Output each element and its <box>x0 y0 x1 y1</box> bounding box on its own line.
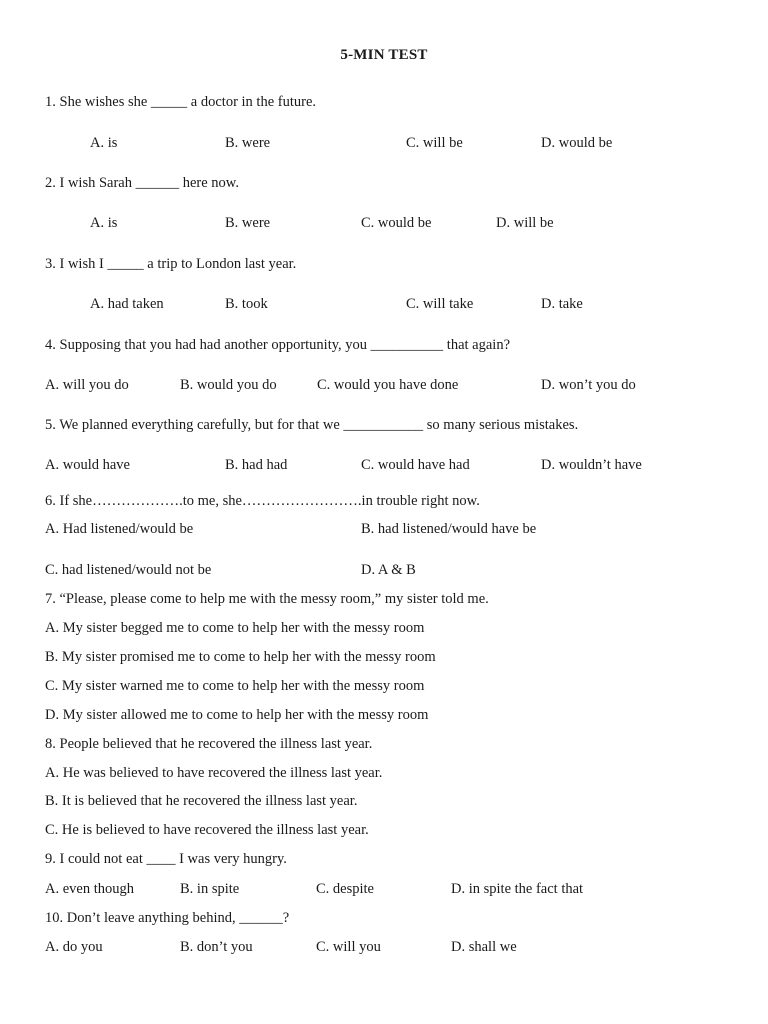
question-1-option-c: C. will be <box>406 135 463 151</box>
question-9-option-b: B. in spite <box>180 881 240 897</box>
question-10-option-a: A. do you <box>45 939 103 955</box>
question-3-option-c: C. will take <box>406 296 474 312</box>
question-7-option-c: C. My sister warned me to come to help her with the messy room <box>45 678 425 694</box>
question-6-option-c: C. had listened/would not be <box>45 562 212 578</box>
question-6-option-b: B. had listened/would have be <box>361 521 537 537</box>
question-7-option-a: A. My sister begged me to come to help her with the messy room <box>45 620 425 636</box>
question-1-option-a: A. is <box>90 135 118 151</box>
question-8-option-a: A. He was believed to have recovered the illness last year. <box>45 765 383 781</box>
question-5-option-b: B. had had <box>225 457 288 473</box>
question-2-option-a: A. is <box>90 215 118 231</box>
question-4-option-a: A. will you do <box>45 377 129 393</box>
question-5-option-a: A. would have <box>45 457 130 473</box>
question-2-option-c: C. would be <box>361 215 432 231</box>
page-title: 5-MIN TEST <box>340 47 428 63</box>
question-9-stem: 9. I could not eat ____ I was very hungry. <box>45 851 287 867</box>
question-7-option-d: D. My sister allowed me to come to help her with the messy room <box>45 707 429 723</box>
question-6-stem: 6. If she……………….to me, she…………………….in trouble right now. <box>45 493 480 509</box>
question-10-option-b: B. don’t you <box>180 939 253 955</box>
question-4-stem: 4. Supposing that you had had another opportunity, you __________ that again? <box>45 337 511 353</box>
question-7-stem: 7. “Please, please come to help me with the messy room,” my sister told me. <box>45 591 489 607</box>
question-3-option-d: D. take <box>541 296 583 312</box>
question-2-stem: 2. I wish Sarah ______ here now. <box>45 175 239 191</box>
question-6-option-d: D. A & B <box>361 562 416 578</box>
question-10-option-c: C. will you <box>316 939 381 955</box>
question-9-option-c: C. despite <box>316 881 374 897</box>
question-5-option-d: D. wouldn’t have <box>541 457 642 473</box>
question-8-option-c: C. He is believed to have recovered the illness last year. <box>45 822 369 838</box>
question-4-option-c: C. would you have done <box>317 377 459 393</box>
question-6-option-a: A. Had listened/would be <box>45 521 194 537</box>
question-9-option-d: D. in spite the fact that <box>451 881 584 897</box>
question-5-option-c: C. would have had <box>361 457 470 473</box>
question-2-option-d: D. will be <box>496 215 554 231</box>
question-8-option-b: B. It is believed that he recovered the illness last year. <box>45 793 358 809</box>
question-4-option-d: D. won’t you do <box>541 377 636 393</box>
question-8-stem: 8. People believed that he recovered the illness last year. <box>45 736 373 752</box>
question-1-option-d: D. would be <box>541 135 613 151</box>
question-1-option-b: B. were <box>225 135 271 151</box>
question-7-option-b: B. My sister promised me to come to help her with the messy room <box>45 649 436 665</box>
question-9-option-a: A. even though <box>45 881 134 897</box>
question-10-option-d: D. shall we <box>451 939 517 955</box>
question-4-option-b: B. would you do <box>180 377 277 393</box>
question-1-stem: 1. She wishes she _____ a doctor in the future. <box>45 94 317 110</box>
question-10-stem: 10. Don’t leave anything behind, ______? <box>45 910 290 926</box>
question-2-option-b: B. were <box>225 215 271 231</box>
question-3-option-a: A. had taken <box>90 296 164 312</box>
question-3-stem: 3. I wish I _____ a trip to London last year. <box>45 256 297 272</box>
question-5-stem: 5. We planned everything carefully, but for that we ___________ so many serious mistakes. <box>45 417 579 433</box>
question-3-option-b: B. took <box>225 296 268 312</box>
